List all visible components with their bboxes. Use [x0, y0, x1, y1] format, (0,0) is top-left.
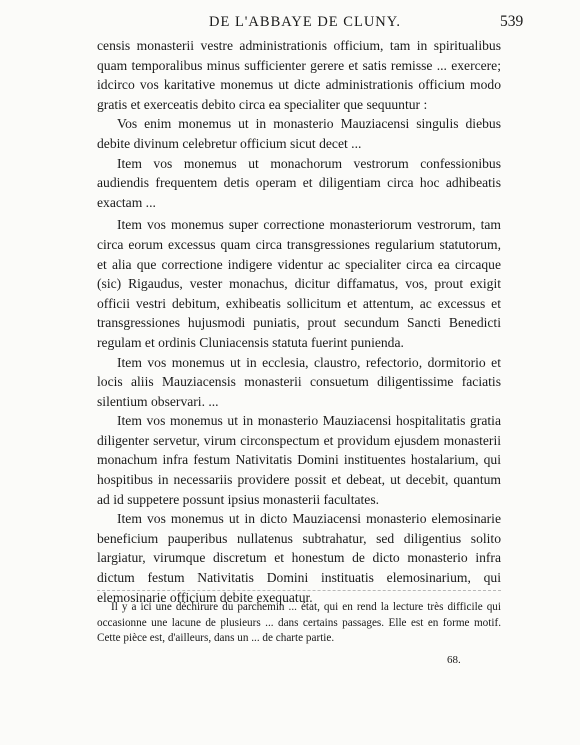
gathering-signature: 68. [447, 654, 461, 666]
footnote [97, 600, 501, 647]
paragraph: Item vos monemus ut in ecclesia, claustro, refectorio, dormitorio et locis aliis Mauziacensis monasterii consuetum diligentissime faciatis silentium observari. ... [97, 354, 501, 409]
running-title: DE L'ABBAYE DE CLUNY. [209, 14, 401, 30]
page-number: 539 [500, 13, 524, 30]
paragraph: Vos enim monemus ut in monasterio Mauziacensi singulis diebus debite divinum celebretur officium sicut decet ... [97, 116, 501, 151]
paragraph: Item vos monemus super correctione monasteriorum vestrorum, tam circa eorum excessus quam circa transgressiones regularium statutorum, et alia que correctione indigere videntur ac specialiter circa ea circaque (sic) Rigaudus, vester monachus, dicitur diffamatus, vos, prout exigit officii vestri debitum, exhibeatis sollicitum et attentum, ac excessus et transgressiones hujusmodi puniatis, prout secundum Sancti Benedicti regulam et ordinis Cluniacensis statuta fuerint punienda. [97, 217, 501, 350]
paragraph: Item vos monemus ut monachorum vestrorum confessionibus audiendis frequentem detis operam et diligentiam circa hoc adhibeatis exactam ... [97, 155, 501, 210]
paragraph: Item vos monemus ut in dicto Mauziacensi monasterio elemosinarie beneficium pauperibus nullatenus subtrahatur, sed diligentius solito largiatur, virumque discretum et honestum de dicto monasterio infra dictum festum Nativitatis Domini instituatis elemosinarium, qui elemosinarie officium debite exequatur. [97, 511, 501, 605]
page-header [0, 14, 580, 34]
footnote-text: Il y a ici une déchirure du parchemin ... état, qui en rend la lecture très difficile qui occasionne une lacune de plusieurs ... dans certains passages. Elle est en forme motif. Cette pièce est, d'ailleurs, dans un ... de charte partie. [97, 601, 501, 644]
footnote-rule [97, 590, 501, 591]
paragraph: censis monasterii vestre administrationis officium, tam in spiritualibus quam temporalibus minus sufficienter gerere et satis remisse ... exercere; idcirco vos karitative monemus ut dicte administrationis officium modo gratis et exerceatis debito circa ea specialiter que sequuntur : [97, 38, 501, 112]
paragraph: Item vos monemus ut in monasterio Mauziacensi hospitalitatis gratia diligenter servetur, virum circonspectum et providum ejusdem monasterii monachum infra festum Nativitatis Domini instituentes hostalarium, qui hospitibus in necessariis providere possit et debeat, ut decebit, quantum ad id suppetere possunt ipsius monasterii facultates. [97, 413, 501, 507]
body-text [97, 36, 501, 607]
